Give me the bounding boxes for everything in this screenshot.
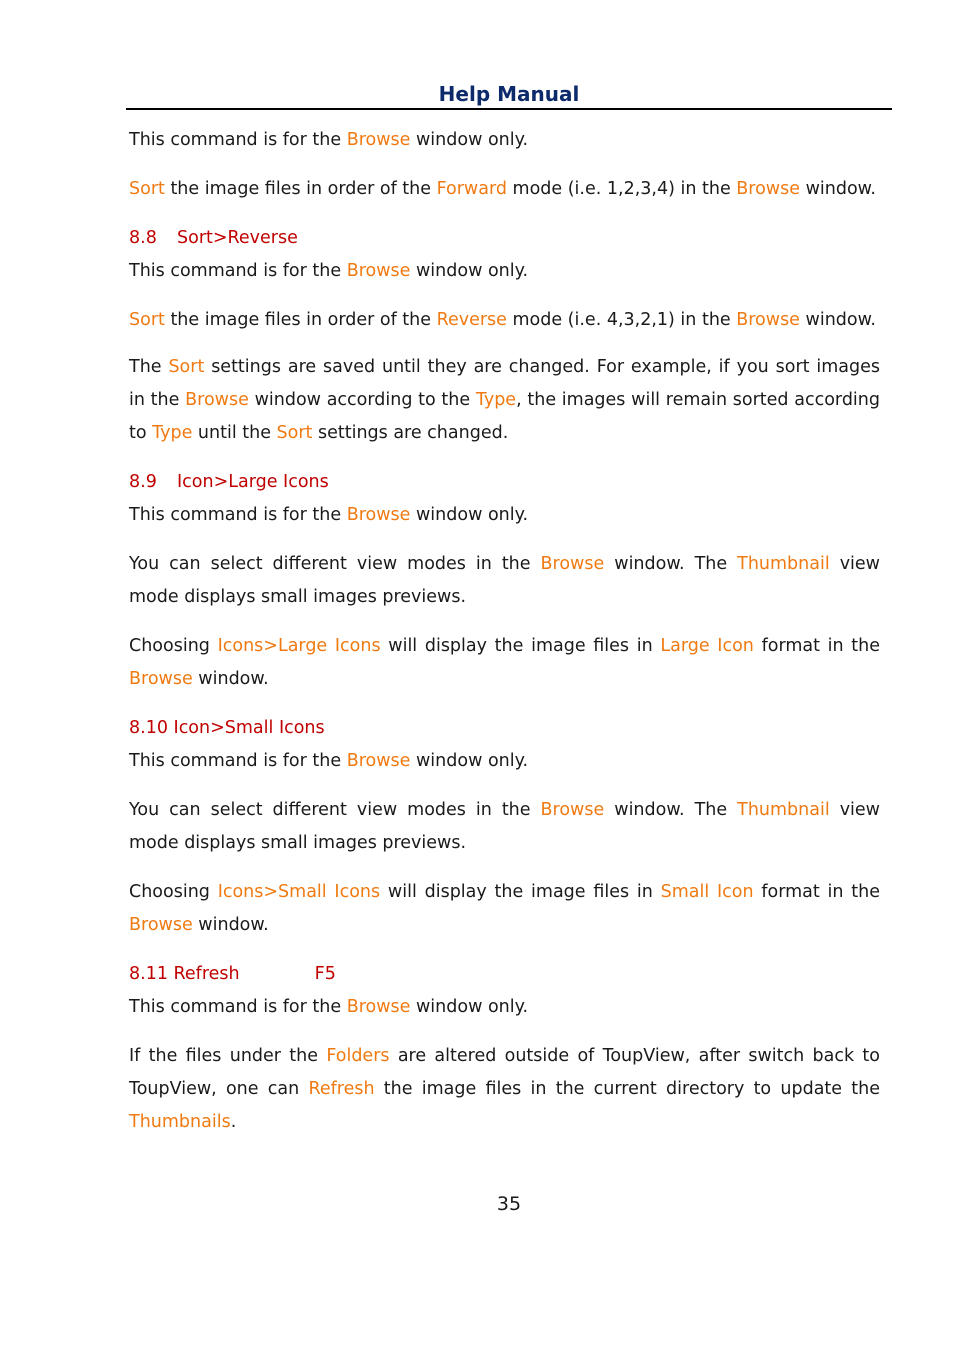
text: If the files under the <box>129 1046 327 1066</box>
shortcut-key: F5 <box>314 964 336 984</box>
text: format in the <box>753 636 881 656</box>
text: You can select different view modes in the <box>129 800 541 820</box>
text: window. <box>192 915 269 935</box>
paragraph-browse-only-2 <box>129 255 880 288</box>
text: mode (i.e. 4,3,2,1) in the <box>506 310 737 330</box>
paragraph-view-modes-1 <box>129 548 880 614</box>
text: window. <box>799 310 876 330</box>
text: the image files in the current directory to update the <box>374 1079 881 1099</box>
term-refresh: Refresh <box>308 1079 375 1099</box>
paragraph-refresh <box>129 1040 880 1139</box>
text: will display the image files in <box>380 636 661 656</box>
text: settings are saved until they are changed. For example, if you sort images in the <box>129 357 880 410</box>
text: window only. <box>410 261 529 281</box>
paragraph-browse-only-4 <box>129 745 880 778</box>
section-title: 8.11 Refresh <box>129 964 240 984</box>
text: , the images will remain sorted according to <box>129 390 880 443</box>
page-content <box>129 124 880 1155</box>
term-browse: Browse <box>346 751 411 771</box>
text: The <box>129 357 169 377</box>
term-icons-small-icons: Icons>Small Icons <box>217 882 381 902</box>
text: This command is for the <box>129 751 347 771</box>
term-browse: Browse <box>185 390 249 410</box>
text: This command is for the <box>129 997 347 1017</box>
text: mode (i.e. 1,2,3,4) in the <box>506 179 737 199</box>
term-browse: Browse <box>736 310 800 330</box>
text: will display the image files in <box>380 882 661 902</box>
term-sort: Sort <box>129 179 165 199</box>
term-sort: Sort <box>276 423 313 443</box>
header-title: Help Manual <box>438 82 580 106</box>
term-browse: Browse <box>540 554 605 574</box>
text: This command is for the <box>129 261 347 281</box>
text: window. <box>192 669 269 689</box>
section-number: 8.9 <box>129 472 157 492</box>
term-browse: Browse <box>129 915 193 935</box>
term-type: Type <box>152 423 193 443</box>
header-divider <box>126 108 892 110</box>
text: settings are changed. <box>312 423 509 443</box>
term-thumbnail: Thumbnail <box>737 800 830 820</box>
paragraph-view-modes-2 <box>129 794 880 860</box>
term-browse: Browse <box>346 261 411 281</box>
term-browse: Browse <box>346 505 411 525</box>
text: window only. <box>410 130 529 150</box>
section-title: Sort>Reverse <box>177 228 298 248</box>
paragraph-browse-only-1 <box>129 124 880 157</box>
term-type: Type <box>475 390 517 410</box>
paragraph-sort-forward <box>129 173 880 206</box>
section-heading-8-11 <box>129 958 880 991</box>
text: . <box>230 1112 237 1132</box>
term-browse: Browse <box>736 179 801 199</box>
term-reverse: Reverse <box>436 310 507 330</box>
term-browse: Browse <box>346 130 411 150</box>
text: the image files in order of the <box>164 310 437 330</box>
paragraph-small-icons <box>129 876 880 942</box>
term-icons-large-icons: Icons>Large Icons <box>217 636 381 656</box>
section-number: 8.8 <box>129 228 157 248</box>
term-large-icon: Large Icon <box>660 636 754 656</box>
text: window only. <box>410 997 529 1017</box>
text: are altered outside of ToupView, after switch back to ToupView, one can <box>129 1046 880 1099</box>
text: until the <box>192 423 277 443</box>
text: window according to the <box>248 390 476 410</box>
text: window only. <box>410 751 529 771</box>
section-title: Icon>Large Icons <box>177 472 329 492</box>
text: You can select different view modes in the <box>129 554 541 574</box>
text: This command is for the <box>129 130 347 150</box>
section-heading-8-9 <box>129 466 880 499</box>
text: the image files in order of the <box>164 179 437 199</box>
term-sort: Sort <box>168 357 205 377</box>
paragraph-sort-settings <box>129 351 880 450</box>
paragraph-large-icons <box>129 630 880 696</box>
term-browse: Browse <box>129 669 193 689</box>
text: This command is for the <box>129 505 347 525</box>
text: window. The <box>604 800 738 820</box>
text: view mode displays small images previews. <box>129 800 880 853</box>
text: format in the <box>753 882 880 902</box>
section-heading-8-10: 8.10 Icon>Small Icons <box>129 718 325 738</box>
section-heading-8-8 <box>129 222 880 255</box>
text: Choosing <box>129 882 218 902</box>
paragraph-browse-only-3 <box>129 499 880 532</box>
paragraph-sort-reverse <box>129 304 880 337</box>
text: window. <box>800 179 876 199</box>
text: window. The <box>604 554 738 574</box>
term-browse: Browse <box>346 997 411 1017</box>
text: window only. <box>410 505 529 525</box>
term-small-icon: Small Icon <box>660 882 754 902</box>
text: view mode displays small images previews. <box>129 554 880 607</box>
paragraph-browse-only-5 <box>129 991 880 1024</box>
page-number: 35 <box>496 1193 522 1215</box>
term-forward: Forward <box>436 179 507 199</box>
text: Choosing <box>129 636 218 656</box>
term-folders: Folders <box>326 1046 390 1066</box>
term-thumbnails: Thumbnails <box>129 1112 231 1132</box>
term-browse: Browse <box>540 800 605 820</box>
term-thumbnail: Thumbnail <box>737 554 830 574</box>
term-sort: Sort <box>129 310 165 330</box>
